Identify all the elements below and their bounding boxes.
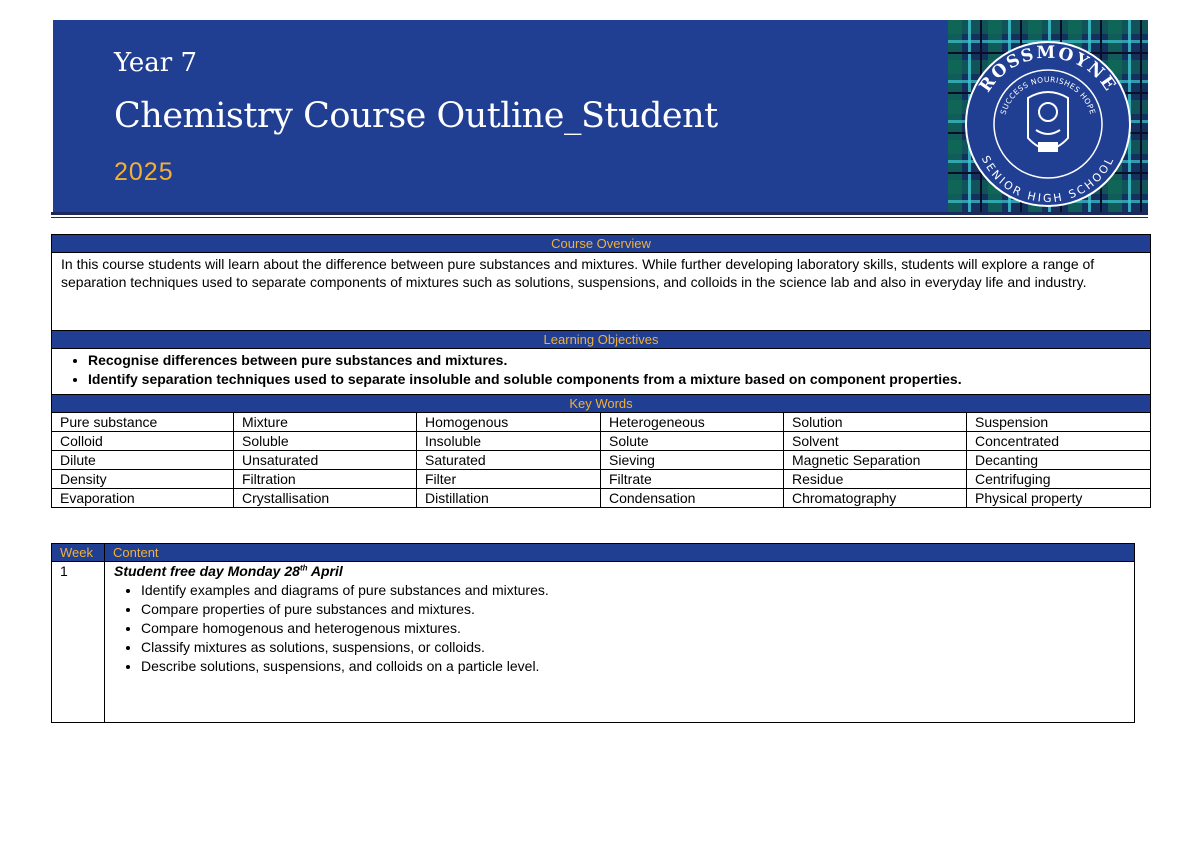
content-item: • Identify examples and diagrams of pure substances and mixtures.	[141, 581, 1134, 600]
keyword-cell: Filtrate	[601, 470, 784, 489]
objective-item: • Recognise differences between pure substances and mixtures.	[88, 351, 1150, 370]
week-row	[52, 562, 1135, 723]
page-title: Chemistry Course Outline_Student	[114, 96, 718, 136]
content-item: • Classify mixtures as solutions, suspensions, or colloids.	[141, 638, 1134, 657]
keyword-cell: Condensation	[601, 489, 784, 508]
overview-text: In this course students will learn about the difference between pure substances and mixtures. While further developing laboratory skills, students will explore a range of separation techniques used to separate components of mixtures such as solutions, suspensions, and colloids in the science lab and also in everyday life and industry.	[52, 253, 1151, 331]
keyword-cell: Saturated	[417, 451, 601, 470]
keyword-cell: Sieving	[601, 451, 784, 470]
banner-rule-thin	[51, 217, 1148, 218]
keyword-cell: Concentrated	[967, 432, 1151, 451]
date-suffix: th	[299, 563, 308, 573]
student-free-day-note	[114, 562, 1134, 581]
keyword-cell: Mixture	[234, 413, 417, 432]
keyword-cell: Solvent	[784, 432, 967, 451]
keyword-cell: Decanting	[967, 451, 1151, 470]
free-day-text: Student free day Monday 28	[114, 563, 300, 579]
keyword-cell: Soluble	[234, 432, 417, 451]
keyword-cell: Pure substance	[52, 413, 234, 432]
course-info-table	[51, 234, 1151, 508]
year-level-label: Year 7	[114, 48, 198, 78]
keyword-cell: Distillation	[417, 489, 601, 508]
keyword-cell: Physical property	[967, 489, 1151, 508]
week-column-header: Week	[52, 544, 105, 562]
keyword-cell: Solute	[601, 432, 784, 451]
keyword-cell: Density	[52, 470, 234, 489]
svg-text:ROSSMOYNE: ROSSMOYNE	[975, 42, 1121, 97]
keyword-cell: Solution	[784, 413, 967, 432]
keyword-cell: Colloid	[52, 432, 234, 451]
objective-item: • Identify separation techniques used to separate insoluble and soluble components from a mixture based on component properties.	[88, 370, 1150, 389]
free-day-month: April	[307, 563, 343, 579]
keyword-cell: Chromatography	[784, 489, 967, 508]
weekly-schedule-table	[51, 543, 1135, 723]
content-column-header: Content	[105, 544, 1135, 562]
content-item: • Describe solutions, suspensions, and colloids on a particle level.	[141, 657, 1134, 676]
keywords-heading: Key Words	[52, 395, 1151, 413]
overview-heading: Course Overview	[52, 235, 1151, 253]
keyword-cell: Residue	[784, 470, 967, 489]
objectives-heading: Learning Objectives	[52, 331, 1151, 349]
keyword-row	[52, 451, 1151, 470]
keyword-row	[52, 470, 1151, 489]
svg-text:SUCCESS NOURISHES HOPE: SUCCESS NOURISHES HOPE	[998, 74, 1098, 116]
keyword-cell: Filtration	[234, 470, 417, 489]
banner-rule	[51, 212, 1148, 215]
keyword-cell: Homogenous	[417, 413, 601, 432]
keyword-row	[52, 489, 1151, 508]
keyword-cell: Dilute	[52, 451, 234, 470]
objectives-list	[52, 349, 1151, 395]
keyword-cell: Unsaturated	[234, 451, 417, 470]
week-number: 1	[52, 562, 105, 723]
keyword-cell: Magnetic Separation	[784, 451, 967, 470]
keyword-cell: Suspension	[967, 413, 1151, 432]
keyword-cell: Filter	[417, 470, 601, 489]
keyword-cell: Insoluble	[417, 432, 601, 451]
keyword-cell: Centrifuging	[967, 470, 1151, 489]
week-content	[105, 562, 1135, 723]
content-item: • Compare homogenous and heterogenous mixtures.	[141, 619, 1134, 638]
svg-text:SENIOR HIGH SCHOOL: SENIOR HIGH SCHOOL	[978, 153, 1118, 206]
content-item: • Compare properties of pure substances and mixtures.	[141, 600, 1134, 619]
course-year: 2025	[114, 158, 174, 186]
keyword-cell: Heterogeneous	[601, 413, 784, 432]
school-crest-logo	[958, 38, 1138, 208]
keyword-row	[52, 432, 1151, 451]
keyword-row	[52, 413, 1151, 432]
keyword-cell: Evaporation	[52, 489, 234, 508]
keyword-cell: Crystallisation	[234, 489, 417, 508]
